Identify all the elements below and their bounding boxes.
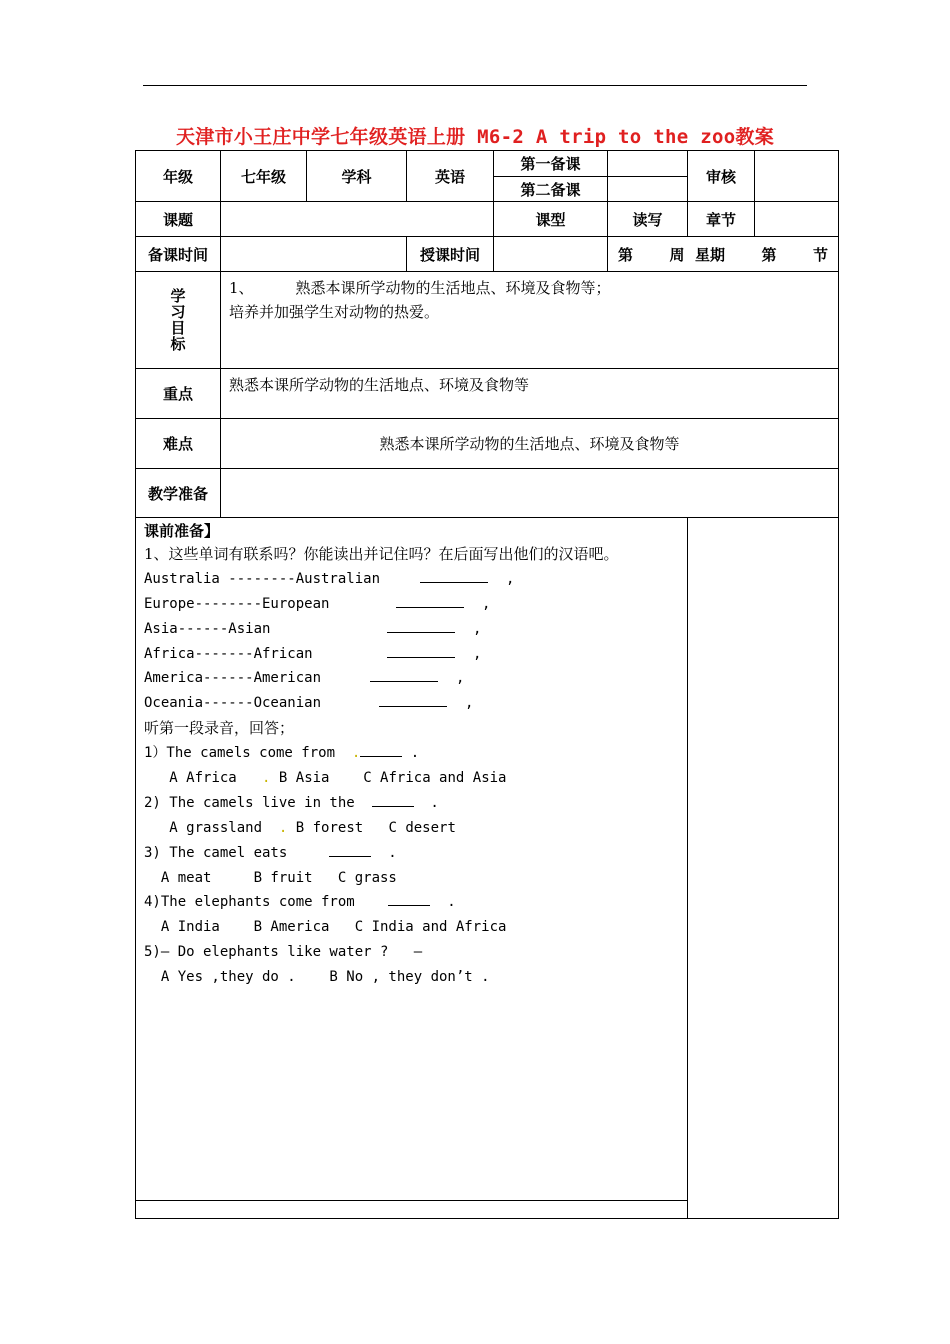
word-pair: Asia------Asian [144,620,271,637]
answer-blank[interactable] [370,667,438,682]
subject-label: 学科 [307,151,407,202]
question-2: 2) The camels live in the . [144,791,679,816]
question-4-options [144,915,679,940]
answer-blank[interactable] [387,643,455,658]
question-5: 5)— Do elephants like water ? — [144,944,423,961]
question-1: 1）The camels come from . . [144,741,679,766]
second-prep-label: 第二备课 [494,177,608,202]
lesson-plan-table [135,150,839,1219]
answer-blank[interactable] [387,618,455,633]
option-a: A grassland [169,819,263,836]
objective-line-2: 培养并加强学生对动物的热爱。 [229,303,440,321]
second-prep-value[interactable] [608,177,688,202]
word-row [144,567,679,592]
section-divider [136,1200,687,1201]
preclass-instruction: 1、这些单词有联系吗？你能读出并记住吗？在后面写出他们的汉语吧。 [144,545,619,563]
objectives-label-char: 标 [170,335,186,353]
difficulty-label: 难点 [136,419,221,469]
word-row [144,617,679,642]
schedule-week-prefix: 第 [618,245,634,264]
preclass-section [136,518,688,1219]
comma: , [456,670,465,687]
objectives-label [136,272,221,369]
comma: , [473,645,482,662]
objective-line-1: 熟悉本课所学动物的生活地点、环境及食物等； [295,279,611,297]
first-prep-value[interactable] [608,151,688,177]
first-prep-label: 第一备课 [494,151,608,177]
word-pair: Africa-------African [144,645,313,662]
option-a: A Africa [169,770,237,787]
topic-value[interactable] [221,202,494,237]
lesson-type-label: 课型 [494,202,608,237]
comma: , [465,695,474,712]
teaching-prep-value[interactable] [221,469,839,518]
objectives-label-char: 习 [170,303,186,321]
question-1-options: A Africa . B Asia C Africa and Asia [169,770,507,787]
grade-label: 年级 [136,151,221,202]
question-text: 1）The camels come from [144,745,336,762]
word-pair: America------American [144,670,322,687]
options-bc: B Asia C Africa and Asia [278,770,507,787]
key-point-label: 重点 [136,369,221,419]
comma: , [473,620,482,637]
schedule-period-suffix: 节 [812,245,828,264]
answer-blank[interactable] [396,593,464,608]
answer-blank[interactable] [388,891,430,906]
lesson-type-value: 读写 [608,202,688,237]
answer-blank[interactable] [372,792,414,807]
header-rule [143,85,807,86]
word-pair: Australia --------Australian [144,570,381,587]
word-row [144,666,679,691]
objectives-content [221,272,839,369]
word-row [144,592,679,617]
difficulty-text: 熟悉本课所学动物的生活地点、环境及食物等 [221,419,839,469]
schedule-cell [608,237,839,272]
page-title: 天津市小王庄中学七年级英语上册 M6-2 A trip to the zoo教案 [175,126,775,148]
objectives-label-char: 目 [170,319,186,337]
question-text: 2) The camels live in the [144,794,355,811]
prep-time-value[interactable] [221,237,407,272]
word-pair: Europe--------European [144,595,330,612]
question-text: 4)The elephants come from [144,894,355,911]
teach-time-label: 授课时间 [407,237,494,272]
question-3: 3) The camel eats . [144,841,679,866]
review-label: 审核 [688,151,755,202]
comma: , [506,570,515,587]
listening-instruction: 听第一段录音，回答； [144,719,295,738]
key-point-text: 熟悉本课所学动物的生活地点、环境及食物等 [221,369,839,419]
teach-time-value[interactable] [494,237,608,272]
word-row [144,691,679,716]
answer-blank[interactable] [420,568,488,583]
notes-column[interactable] [688,518,839,1219]
objectives-label-char: 学 [170,287,186,305]
teaching-prep-label: 教学准备 [136,469,221,518]
question-4: 4)The elephants come from . [144,890,679,915]
schedule-weekday: 周 星期 [669,245,725,264]
chapter-label: 章节 [688,202,755,237]
options: A India B America C India and Africa [160,919,507,936]
options: A Yes ,they do . B No , they don’t . [160,969,490,986]
objective-number: 1、 [229,279,254,297]
preclass-heading: 课前准备】 [144,522,220,540]
question-3-options [144,866,679,891]
options: A meat B fruit C grass [160,869,397,886]
answer-blank[interactable] [379,692,447,707]
answer-blank[interactable] [329,842,371,857]
question-text: 3) The camel eats [144,844,288,861]
prep-time-label: 备课时间 [136,237,221,272]
chapter-value[interactable] [755,202,839,237]
review-value[interactable] [755,151,839,202]
grade-value: 七年级 [221,151,307,202]
word-pair: Oceania------Oceanian [144,695,322,712]
subject-value: 英语 [407,151,494,202]
word-row [144,642,679,667]
comma: , [482,595,491,612]
options-bc: B forest C desert [295,819,456,836]
answer-blank[interactable] [360,742,402,757]
schedule-period-prefix: 第 [761,245,777,264]
question-2-options: A grassland . B forest C desert [169,819,456,836]
question-5-options [144,965,679,990]
topic-label: 课题 [136,202,221,237]
